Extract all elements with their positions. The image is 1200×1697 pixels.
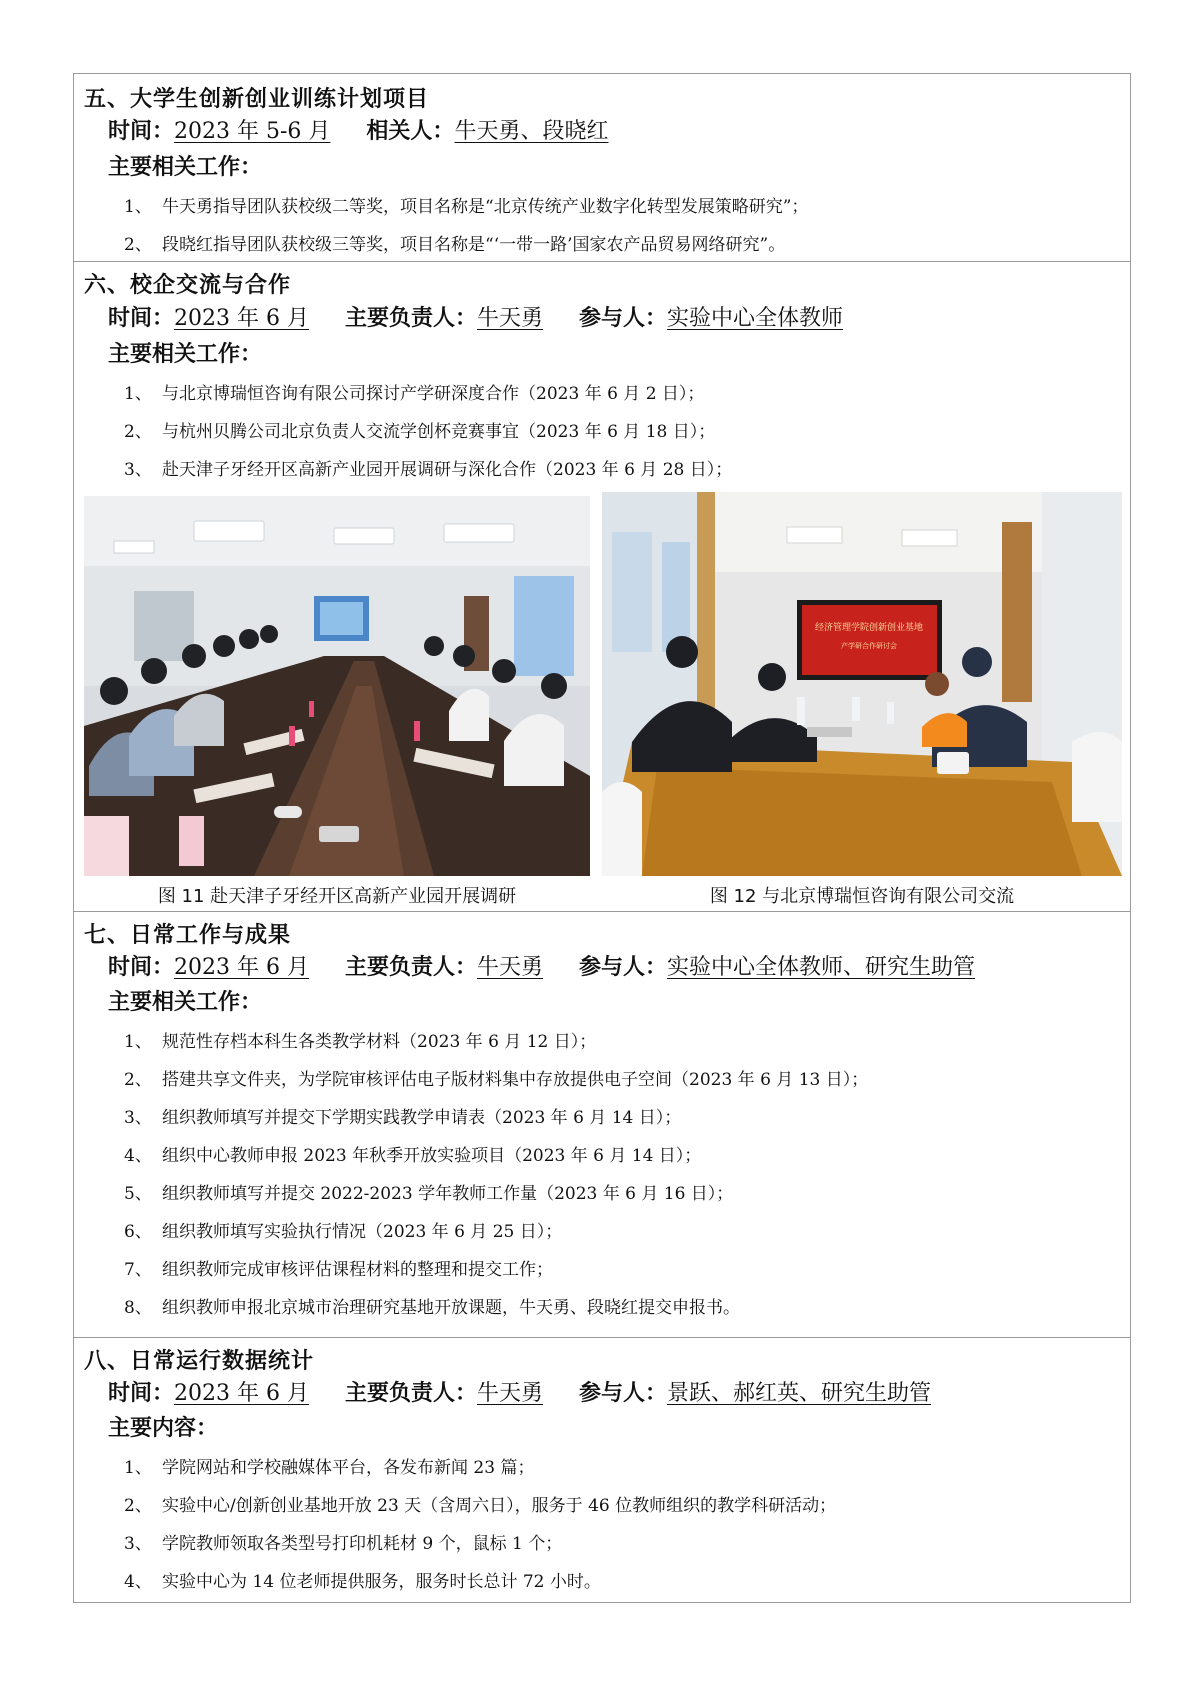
screen-subtitle: 产学研合作研讨会	[841, 642, 897, 650]
item-text: 组织教师填写并提交下学期实践教学申请表（2023 年 6 月 14 日）；	[162, 1108, 682, 1128]
document-sheet	[73, 73, 1131, 1603]
time-label: 时间：	[108, 955, 175, 980]
list-item	[124, 455, 732, 480]
item-text: 组织教师填写实验执行情况（2023 年 6 月 25 日）；	[162, 1222, 563, 1242]
item-number: 2、	[124, 235, 152, 255]
item-number: 1、	[124, 197, 152, 217]
item-number: 4、	[124, 1572, 152, 1592]
lead-label: 主要负责人：	[344, 1381, 477, 1406]
list-item	[124, 230, 785, 255]
lead-value: 牛天勇	[477, 1381, 544, 1406]
participant-value: 实验中心全体教师、研究生助管	[667, 955, 976, 980]
list-item	[124, 1491, 836, 1516]
section-title: 五、大学生创新创业训练计划项目	[84, 87, 430, 112]
item-number: 8、	[124, 1298, 152, 1318]
lead-label: 主要负责人：	[344, 306, 477, 331]
lead-label: 主要负责人：	[344, 955, 477, 980]
item-number: 1、	[124, 384, 152, 404]
item-number: 2、	[124, 1070, 152, 1090]
item-text: 规范性存档本科生各类教学材料（2023 年 6 月 12 日）；	[162, 1032, 597, 1052]
list-item	[124, 1027, 596, 1052]
time-label: 时间：	[108, 119, 175, 144]
section-operation-stats	[74, 1337, 1130, 1604]
time-value: 2023 年 6 月	[174, 1381, 309, 1406]
item-text: 学院教师领取各类型号打印机耗材 9 个，鼠标 1 个；	[162, 1534, 563, 1554]
figure-caption: 图 11 赴天津子牙经开区高新产业园开展调研	[157, 886, 517, 907]
item-number: 3、	[124, 1534, 152, 1554]
section-title: 六、校企交流与合作	[84, 273, 292, 298]
time-value: 2023 年 6 月	[174, 306, 309, 331]
participant-label: 参与人：	[579, 306, 668, 331]
photo-borui-meeting	[602, 492, 1122, 876]
item-text: 组织教师申报北京城市治理研究基地开放课题，牛天勇、段晓红提交申报书。	[162, 1298, 740, 1318]
list-item	[124, 192, 808, 217]
time-label: 时间：	[108, 306, 175, 331]
photo-tianjin-meeting	[84, 496, 590, 876]
time-label: 时间：	[108, 1381, 175, 1406]
item-text: 牛天勇指导团队获校级二等奖，项目名称是“北京传统产业数字化转型发展策略研究”；	[162, 197, 809, 217]
section-school-enterprise	[74, 261, 1130, 911]
time-value: 2023 年 6 月	[174, 955, 309, 980]
item-text: 赴天津子牙经开区高新产业园开展调研与深化合作（2023 年 6 月 28 日）；	[162, 460, 733, 480]
person-label: 相关人：	[366, 119, 455, 144]
screen-title: 经济管理学院创新创业基地	[814, 623, 924, 633]
participant-label: 参与人：	[579, 1381, 668, 1406]
work-heading: 主要内容：	[108, 1416, 219, 1441]
meta-line	[108, 114, 608, 145]
list-item	[124, 1255, 553, 1280]
item-number: 3、	[124, 1108, 152, 1128]
item-number: 6、	[124, 1222, 152, 1242]
work-heading: 主要相关工作：	[108, 342, 263, 367]
item-text: 与杭州贝腾公司北京负责人交流学创杯竞赛事宜（2023 年 6 月 18 日）；	[162, 422, 716, 442]
item-number: 4、	[124, 1146, 152, 1166]
list-item	[124, 1141, 701, 1166]
item-text: 段晓红指导团队获校级三等奖，项目名称是“‘一带一路’国家农产品贸易网络研究”。	[162, 235, 786, 255]
item-number: 2、	[124, 1496, 152, 1516]
participant-label: 参与人：	[579, 955, 668, 980]
lead-value: 牛天勇	[477, 955, 544, 980]
item-number: 5、	[124, 1184, 152, 1204]
meta-line	[108, 301, 843, 332]
section-title: 七、日常工作与成果	[84, 923, 292, 948]
photo-tianjin-meeting-image	[84, 496, 590, 876]
work-heading: 主要相关工作：	[108, 990, 263, 1015]
list-item	[124, 1567, 601, 1592]
item-text: 学院网站和学校融媒体平台，各发布新闻 23 篇；	[162, 1458, 535, 1478]
list-item	[124, 1065, 868, 1090]
section-title: 八、日常运行数据统计	[84, 1349, 315, 1374]
item-number: 1、	[124, 1458, 152, 1478]
list-item	[124, 1529, 562, 1554]
photo-borui-meeting-image	[602, 492, 1122, 876]
item-number: 7、	[124, 1260, 152, 1280]
participant-value: 景跃、郝红英、研究生助管	[667, 1381, 932, 1406]
item-text: 搭建共享文件夹，为学院审核评估电子版材料集中存放提供电子空间（2023 年 6 月 13 日）；	[162, 1070, 869, 1090]
item-number: 1、	[124, 1032, 152, 1052]
item-number: 3、	[124, 460, 152, 480]
item-text: 组织中心教师申报 2023 年秋季开放实验项目（2023 年 6 月 14 日）；	[162, 1146, 702, 1166]
list-item	[124, 1453, 534, 1478]
person-value: 牛天勇、段晓红	[454, 119, 609, 144]
participant-value: 实验中心全体教师	[667, 306, 844, 331]
list-item	[124, 1293, 740, 1318]
item-text: 实验中心为 14 位老师提供服务，服务时长总计 72 小时。	[162, 1572, 601, 1592]
list-item	[124, 379, 704, 404]
list-item	[124, 1217, 562, 1242]
time-value: 2023 年 5-6 月	[174, 119, 331, 144]
list-item	[124, 417, 715, 442]
item-text: 实验中心/创新创业基地开放 23 天（含周六日），服务于 46 位教师组织的教学科研活动；	[162, 1496, 837, 1516]
section-daily-work	[74, 911, 1130, 1337]
list-item	[124, 1179, 733, 1204]
list-item	[124, 1103, 681, 1128]
item-number: 2、	[124, 422, 152, 442]
item-text: 组织教师填写并提交 2022-2023 学年教师工作量（2023 年 6 月 16 日）；	[162, 1184, 734, 1204]
meta-line	[108, 1376, 931, 1407]
lead-value: 牛天勇	[477, 306, 544, 331]
item-text: 组织教师完成审核评估课程材料的整理和提交工作；	[162, 1260, 553, 1280]
section-innovation-projects	[74, 74, 1130, 261]
work-heading: 主要相关工作：	[108, 155, 263, 180]
meta-line	[108, 950, 975, 981]
item-text: 与北京博瑞恒咨询有限公司探讨产学研深度合作（2023 年 6 月 2 日）；	[162, 384, 705, 404]
figure-caption: 图 12 与北京博瑞恒咨询有限公司交流	[709, 886, 1015, 907]
